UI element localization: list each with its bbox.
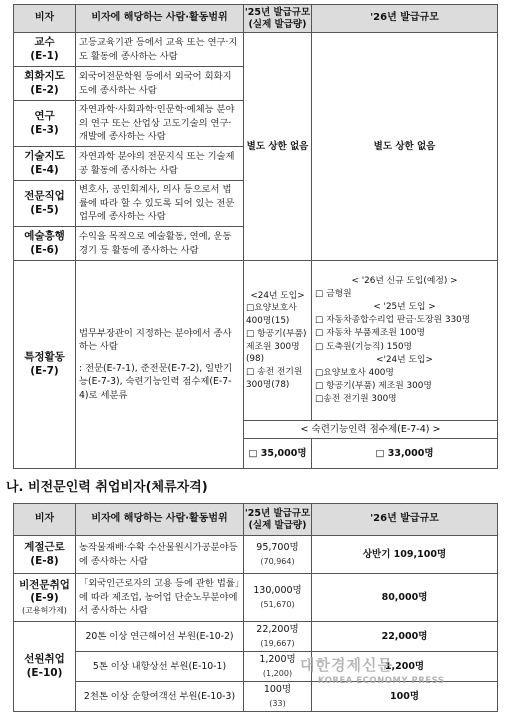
e10-2-y25: 22,200명 (19,667) xyxy=(244,622,312,652)
e10-3-y26: 100명 xyxy=(312,682,498,712)
visa-e8: 계절근로 (E-8) xyxy=(14,536,76,574)
header-scope: 비자에 해당하는 사람·활동범위 xyxy=(76,504,244,536)
e10-2-y26: 22,000명 xyxy=(312,622,498,652)
visa-e5: 전문직업 (E-5) xyxy=(14,181,76,227)
visa-e9: 비전문취업 (E-9) (고용허가제) xyxy=(14,574,76,622)
scope-e6: 수익을 목적으로 예술활동, 연예, 운동경기 등 활동에 종사하는 사람 xyxy=(76,227,244,261)
header-2025: '25년 발급규모 (실제 발급량) xyxy=(244,504,312,536)
e8-y26: 상반기 109,100명 xyxy=(312,536,498,574)
e74-label: < 숙련기능인력 점수제(E-7-4) > xyxy=(244,421,498,439)
e7-y25-list: <24년 도입> □요양보호사 400명(15) □ 항공기(부품) 제조원 300명(98) □ 송전 전기원 300명(78) xyxy=(244,261,312,421)
y25-no-limit: 별도 상한 없음 xyxy=(244,33,312,261)
visa-e10: 선원취업 (E-10) xyxy=(14,622,76,712)
e9-y26: 80,000명 xyxy=(312,574,498,622)
e9-y25: 130,000명 (51,670) xyxy=(244,574,312,622)
scope-e2: 외국어전문학원 등에서 외국어 회화지도에 종사하는 사람 xyxy=(76,67,244,101)
header-scope: 비자에 해당하는 사람·활동범위 xyxy=(76,5,244,33)
e10-1-y25: 1,200명 (1,200) xyxy=(244,652,312,682)
e74-y25: □ 35,000명 xyxy=(244,439,312,469)
visa-e7: 특정활동 (E-7) xyxy=(14,261,76,469)
visa-e3: 연구 (E-3) xyxy=(14,101,76,147)
scope-e9: 「외국인근로자의 고용 등에 관한 법률」에 따라 제조업, 농어업 단순노무분야에서 종사하는 사람 xyxy=(76,574,244,622)
e10-1-y26: 1,200명 xyxy=(312,652,498,682)
scope-e1: 고등교육기관 등에서 교육 또는 연구·지도 활동에 종사하는 사람 xyxy=(76,33,244,67)
scope-e7: 법무부장관이 지정하는 분야에서 종사하는 사람 : 전문(E-7-1), 준전문(E-7-2), 일반기능(E-7-3), 숙련기능인력 점수제(E-7-4)로 세분류 xyxy=(76,261,244,469)
header-2025: '25년 발급규모 (실제 발급량) xyxy=(244,5,312,33)
header-visa: 비자 xyxy=(14,504,76,536)
header-visa: 비자 xyxy=(14,5,76,33)
scope-e10-3: 2천톤 이상 순항여객선 부원(E-10-3) xyxy=(76,682,244,712)
visa-e2: 회화지도 (E-2) xyxy=(14,67,76,101)
e10-3-y25: 100명 (33) xyxy=(244,682,312,712)
e74-y26: □ 33,000명 xyxy=(312,439,498,469)
watermark-logo: 대한경제신문 xyxy=(300,656,393,674)
y26-no-limit: 별도 상한 없음 xyxy=(312,33,498,261)
professional-visa-table xyxy=(13,4,498,469)
scope-e3: 자연과학·사회과학·인문학·예체능 분야의 연구 또는 산업상 고도기술의 연구·개발에 종사하는 사람 xyxy=(76,101,244,147)
scope-e4: 자연과학 분야의 전문지식 또는 기술제공 활동에 종사하는 사람 xyxy=(76,147,244,181)
visa-e4: 기술지도 (E-4) xyxy=(14,147,76,181)
visa-e1: 교수 (E-1) xyxy=(14,33,76,67)
scope-e10-1: 5톤 이상 내항상선 부원(E-10-1) xyxy=(76,652,244,682)
header-2026: '26년 발급규모 xyxy=(312,5,498,33)
scope-e8: 농작물재배·수확 수산물원시가공분야등에 종사하는 사람 xyxy=(76,536,244,574)
e7-y26-list: < '26년 신규 도입(예정) > □ 금형원 < '25년 도입 > □ 자동차종합수리업 판금·도장원 330명 □ 자동차 부품제조원 100명 □ 도축원(기능직) 150명 <'24년 도입> □요양보호사 400명 □ 항공기(부품) 제조원 300명 □송전 전기원 300명 xyxy=(312,261,498,421)
scope-e5: 변호사, 공인회계사, 의사 등으로서 법률에 따라 할 수 있도록 되어 있는 전문업무에 종사하는 사람 xyxy=(76,181,244,227)
e8-y25: 95,700명 (70,964) xyxy=(244,536,312,574)
header-2026: '26년 발급규모 xyxy=(312,504,498,536)
scope-e10-2: 20톤 이상 연근해어선 부원(E-10-2) xyxy=(76,622,244,652)
visa-e6: 예술흥행 (E-6) xyxy=(14,227,76,261)
watermark-subtitle: KOREA ECONOMY PRESS xyxy=(318,676,445,686)
section-title: 나. 비전문인력 취업비자(체류자격) xyxy=(6,480,208,495)
